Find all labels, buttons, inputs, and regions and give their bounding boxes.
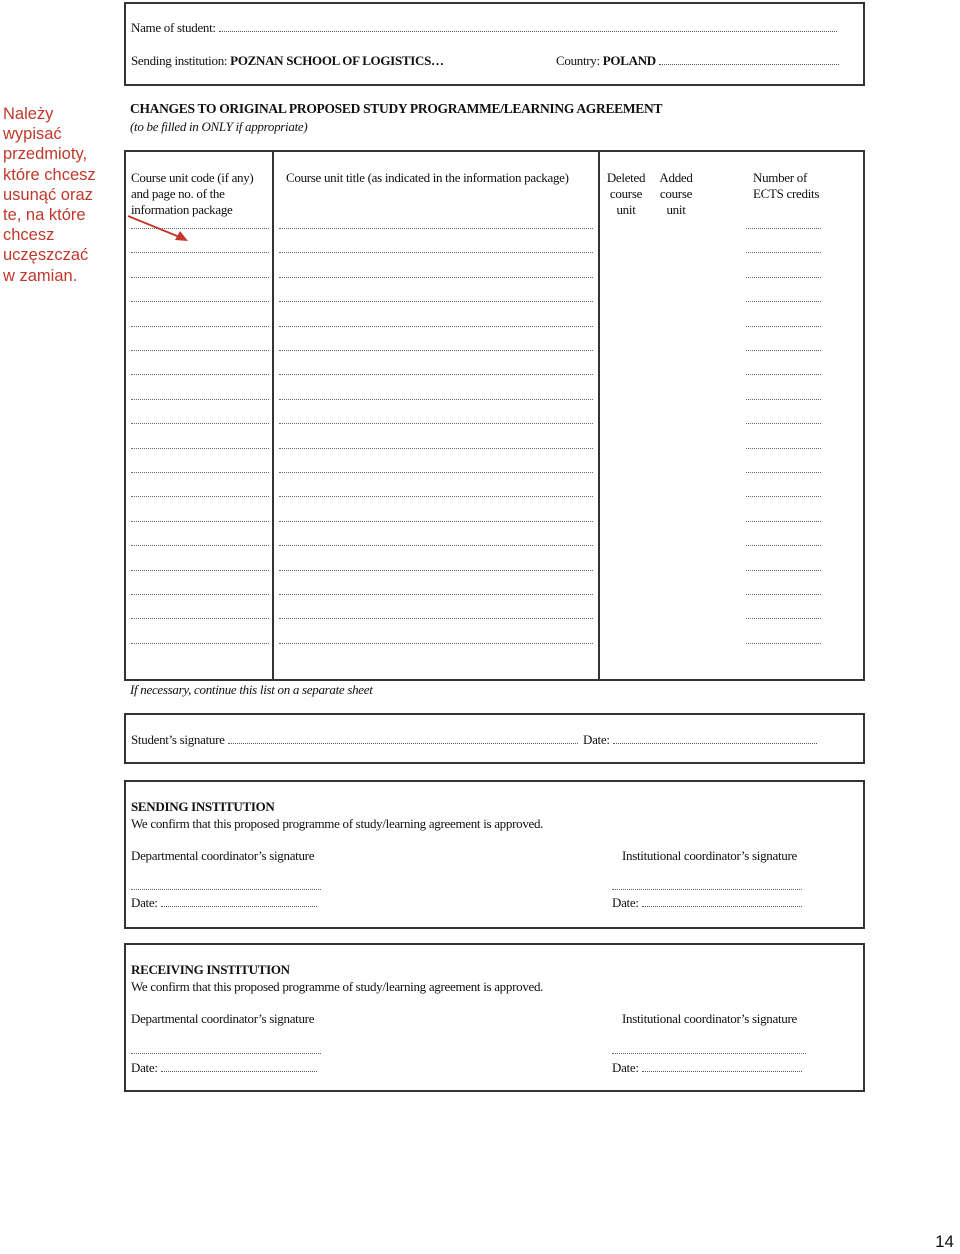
row-title-field[interactable] <box>279 301 593 302</box>
sending-title: SENDING INSTITUTION <box>131 799 275 814</box>
row-title-field[interactable] <box>279 618 593 619</box>
receiving-inst-date-field[interactable] <box>642 1060 802 1072</box>
header-added: Added course unit <box>659 170 693 217</box>
student-signature-box <box>124 713 865 764</box>
row-title-field[interactable] <box>279 252 593 253</box>
student-date-row <box>583 732 817 748</box>
sending-inst-date-row <box>612 895 802 911</box>
row-ects-field[interactable] <box>746 301 821 302</box>
row-code-field[interactable] <box>131 252 269 253</box>
row-title-field[interactable] <box>279 594 593 595</box>
row-title-field[interactable] <box>279 643 593 644</box>
student-date-label: Date: <box>583 732 610 747</box>
row-ects-field[interactable] <box>746 448 821 449</box>
row-ects-field[interactable] <box>746 350 821 351</box>
row-ects-field[interactable] <box>746 570 821 571</box>
row-code-field[interactable] <box>131 326 269 327</box>
sending-dept-date-field[interactable] <box>161 895 317 907</box>
row-title-field[interactable] <box>279 521 593 522</box>
row-title-field[interactable] <box>279 228 593 229</box>
receiving-inst-signature-field[interactable] <box>612 1053 806 1054</box>
row-code-field[interactable] <box>131 301 269 302</box>
row-code-field[interactable] <box>131 448 269 449</box>
sending-dept-date-label: Date: <box>131 895 158 910</box>
row-title-field[interactable] <box>279 496 593 497</box>
sending-dept-date-row <box>131 895 317 911</box>
row-ects-field[interactable] <box>746 228 821 229</box>
row-code-field[interactable] <box>131 570 269 571</box>
receiving-dept-date-field[interactable] <box>161 1060 317 1072</box>
page-number: 14 <box>935 1232 954 1251</box>
row-ects-field[interactable] <box>746 521 821 522</box>
sending-label: Sending institution: <box>131 53 228 68</box>
row-ects-field[interactable] <box>746 643 821 644</box>
row-code-field[interactable] <box>131 374 269 375</box>
row-code-field[interactable] <box>131 643 269 644</box>
sending-inst-date-label: Date: <box>612 895 639 910</box>
row-ects-field[interactable] <box>746 594 821 595</box>
row-code-field[interactable] <box>131 594 269 595</box>
name-label: Name of student: <box>131 20 216 35</box>
row-ects-field[interactable] <box>746 472 821 473</box>
receiving-institution-box <box>124 943 865 1092</box>
row-code-field[interactable] <box>131 472 269 473</box>
row-code-field[interactable] <box>131 399 269 400</box>
row-title-field[interactable] <box>279 570 593 571</box>
receiving-dept-label: Departmental coordinator’s signature <box>131 1011 315 1026</box>
changes-title: CHANGES TO ORIGINAL PROPOSED STUDY PROGRAMME/LEARNING AGREEMENT <box>130 101 663 116</box>
sending-inst-signature-field[interactable] <box>612 889 802 890</box>
student-signature-row <box>131 732 578 748</box>
row-ects-field[interactable] <box>746 252 821 253</box>
receiving-title: RECEIVING INSTITUTION <box>131 962 290 977</box>
receiving-inst-label: Institutional coordinator’s signature <box>622 1011 797 1026</box>
student-signature-label: Student’s signature <box>131 732 225 747</box>
row-ects-field[interactable] <box>746 399 821 400</box>
row-title-field[interactable] <box>279 326 593 327</box>
row-code-field[interactable] <box>131 350 269 351</box>
header-course-title: Course unit title (as indicated in the information package) <box>286 170 569 185</box>
row-title-field[interactable] <box>279 423 593 424</box>
receiving-dept-date-row <box>131 1060 317 1076</box>
sending-dept-label: Departmental coordinator’s signature <box>131 848 315 863</box>
row-ects-field[interactable] <box>746 423 821 424</box>
header-deleted: Deleted course unit <box>606 170 646 217</box>
receiving-inst-date-row <box>612 1060 802 1076</box>
row-code-field[interactable] <box>131 277 269 278</box>
row-ects-field[interactable] <box>746 618 821 619</box>
sending-value: POZNAN SCHOOL OF LOGISTICS… <box>230 53 444 68</box>
row-ects-field[interactable] <box>746 545 821 546</box>
row-code-field[interactable] <box>131 228 269 229</box>
name-dotted-field[interactable] <box>219 20 837 32</box>
row-title-field[interactable] <box>279 448 593 449</box>
row-title-field[interactable] <box>279 350 593 351</box>
row-code-field[interactable] <box>131 423 269 424</box>
receiving-dept-signature-field[interactable] <box>131 1053 321 1054</box>
annotation-note: Należy wypisać przedmioty, które chcesz usunąć oraz te, na które chcesz uczęszczać w zamian. <box>3 105 96 285</box>
row-title-field[interactable] <box>279 374 593 375</box>
column-divider <box>598 152 600 679</box>
country-label: Country: <box>556 53 600 68</box>
row-code-field[interactable] <box>131 545 269 546</box>
header-course-code: Course unit code (if any) and page no. of the information package <box>131 170 254 217</box>
sending-dept-signature-field[interactable] <box>131 889 321 890</box>
continue-footnote: If necessary, continue this list on a separate sheet <box>130 682 373 697</box>
country-dotted-field[interactable] <box>659 53 839 65</box>
row-ects-field[interactable] <box>746 374 821 375</box>
country-row <box>556 53 839 69</box>
receiving-confirm: We confirm that this proposed programme of study/learning agreement is approved. <box>131 979 544 994</box>
row-title-field[interactable] <box>279 545 593 546</box>
row-ects-field[interactable] <box>746 326 821 327</box>
row-ects-field[interactable] <box>746 496 821 497</box>
row-title-field[interactable] <box>279 277 593 278</box>
row-code-field[interactable] <box>131 521 269 522</box>
sending-institution-row <box>131 53 444 69</box>
sending-confirm: We confirm that this proposed programme of study/learning agreement is approved. <box>131 816 544 831</box>
receiving-dept-date-label: Date: <box>131 1060 158 1075</box>
changes-subtitle: (to be filled in ONLY if appropriate) <box>130 119 308 134</box>
sending-institution-box <box>124 780 865 929</box>
student-info-box <box>124 2 865 86</box>
column-divider <box>272 152 274 679</box>
country-value: POLAND <box>602 53 656 68</box>
header-ects: Number of ECTS credits <box>753 170 820 201</box>
name-of-student-row <box>131 20 837 36</box>
row-code-field[interactable] <box>131 496 269 497</box>
row-title-field[interactable] <box>279 472 593 473</box>
sending-inst-label: Institutional coordinator’s signature <box>622 848 797 863</box>
row-title-field[interactable] <box>279 399 593 400</box>
changes-table <box>124 150 865 681</box>
sending-inst-date-field[interactable] <box>642 895 802 907</box>
row-code-field[interactable] <box>131 618 269 619</box>
row-ects-field[interactable] <box>746 277 821 278</box>
receiving-inst-date-label: Date: <box>612 1060 639 1075</box>
student-date-field[interactable] <box>613 732 817 744</box>
student-signature-field[interactable] <box>228 732 578 744</box>
